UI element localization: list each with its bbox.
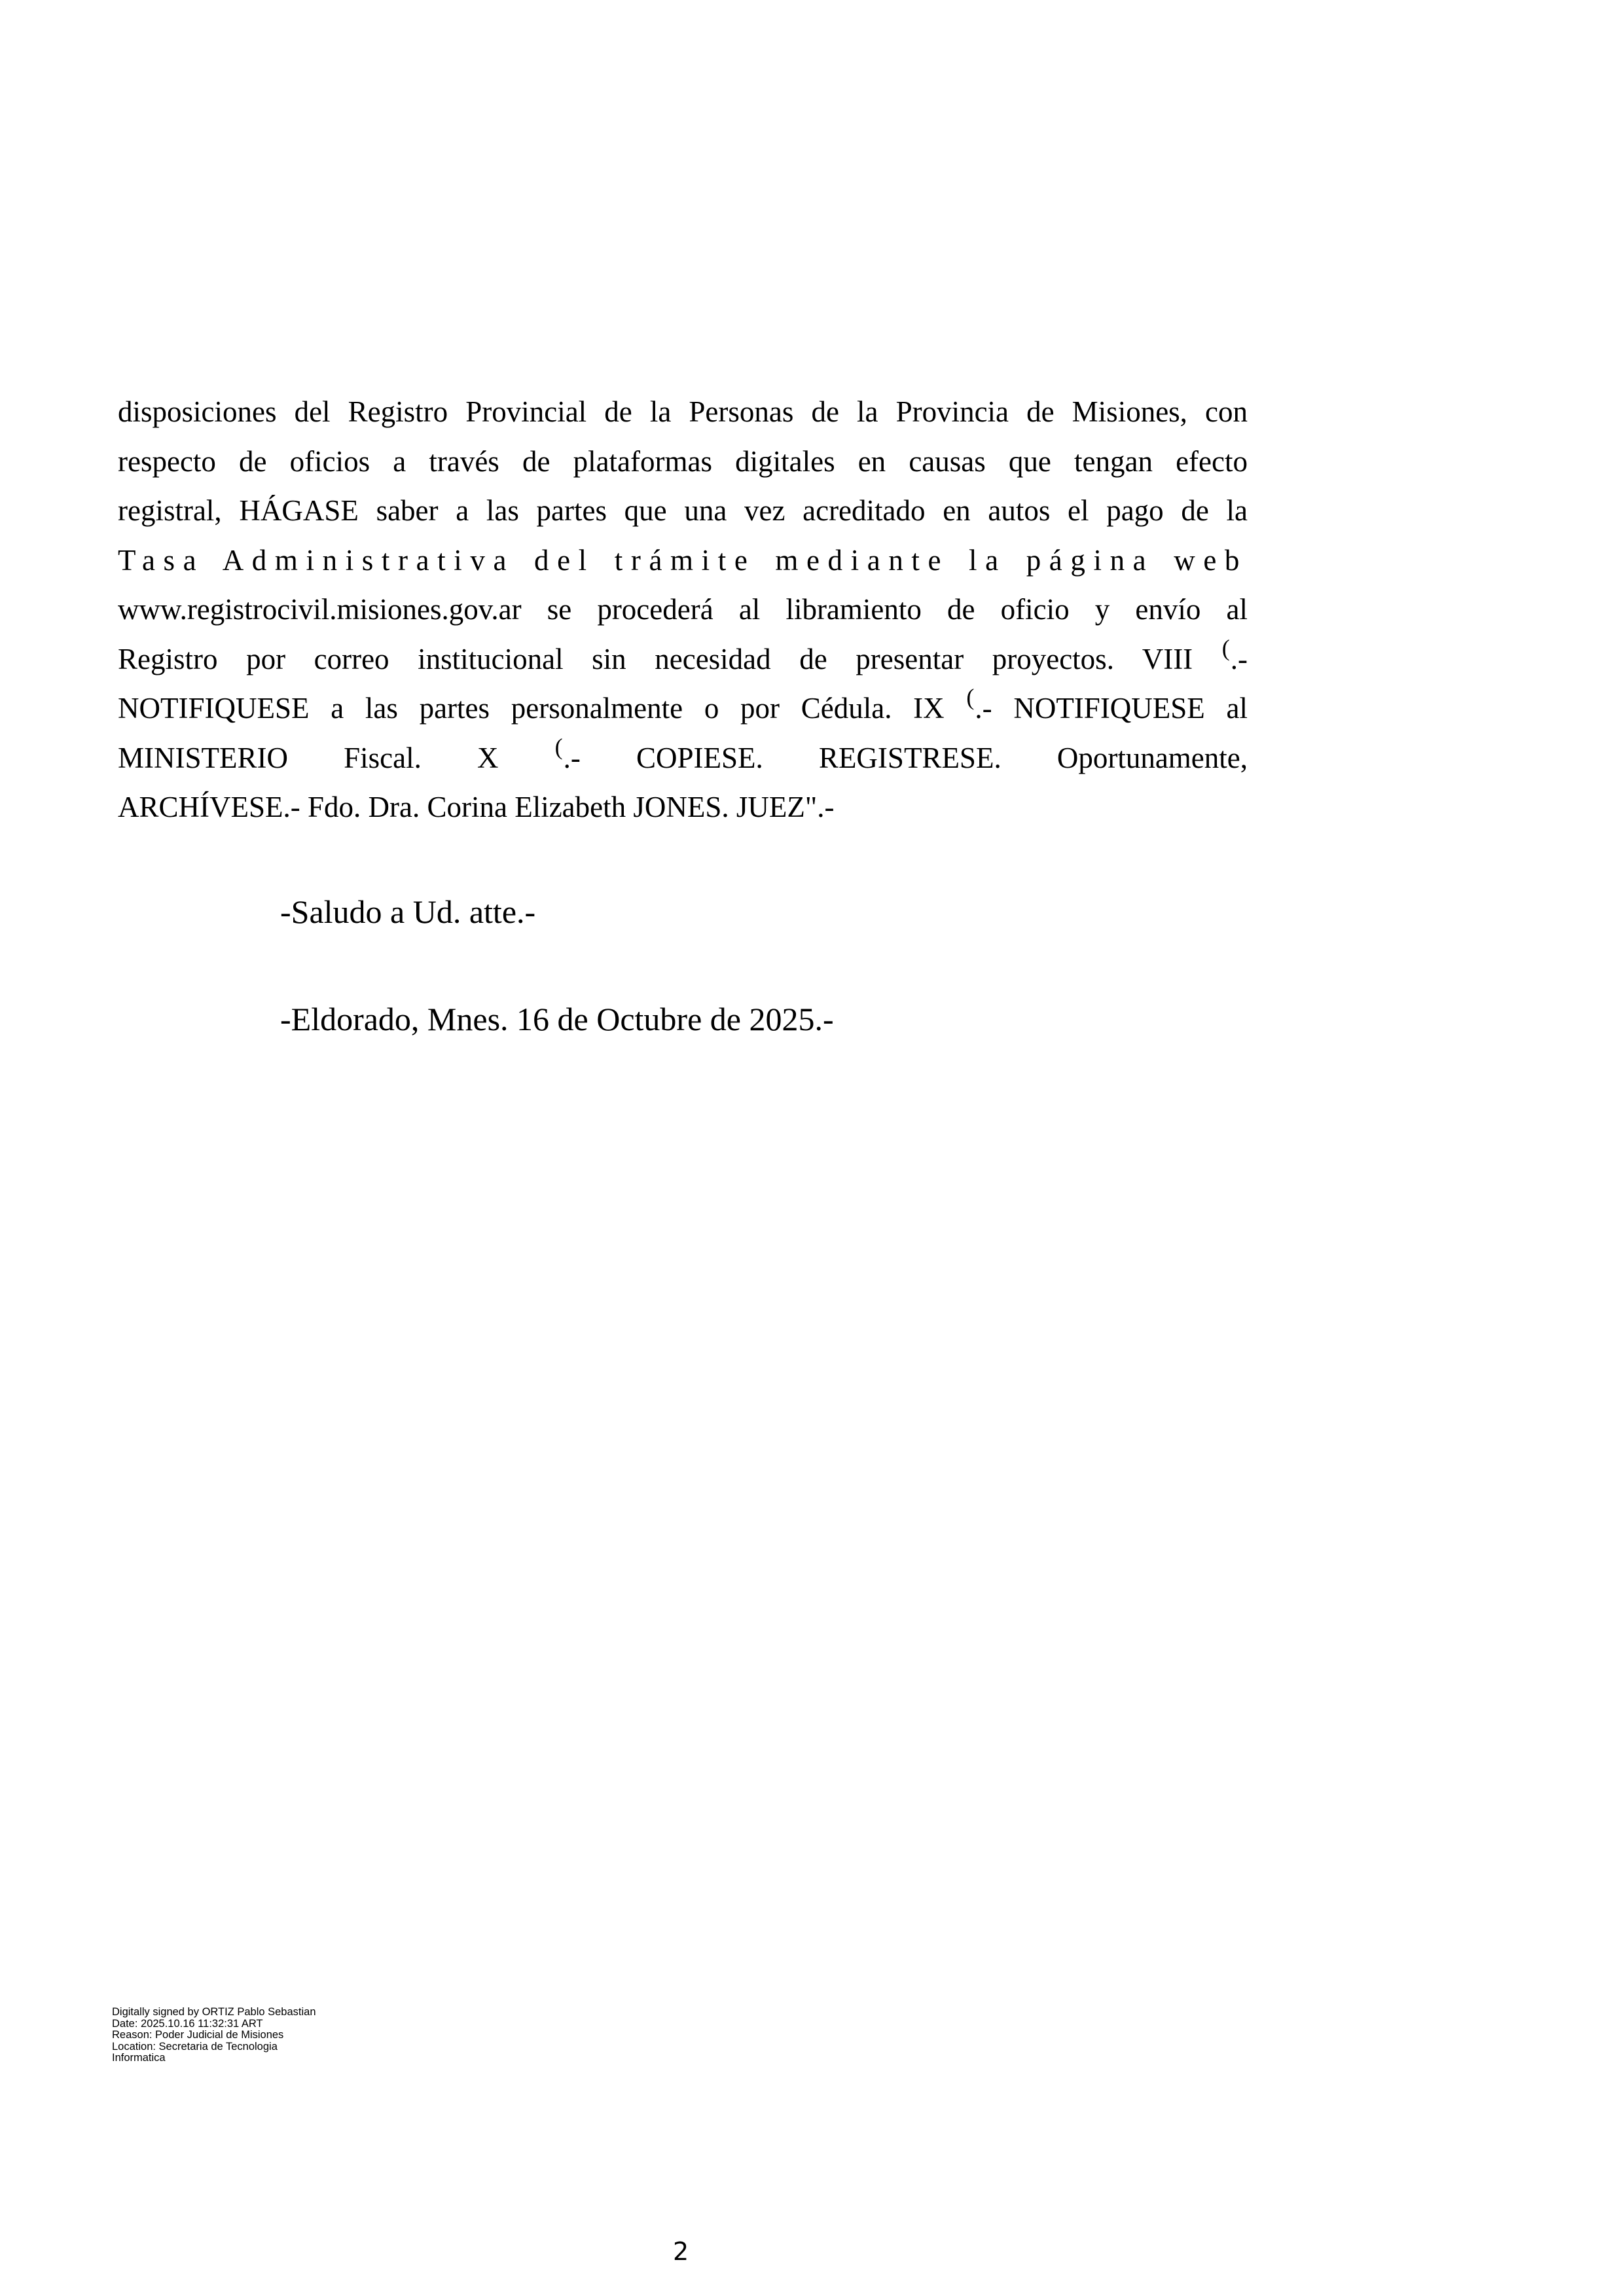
text-segment: Registro por correo institucional sin necesidad de presentar proyectos. VIII (118, 642, 1221, 675)
place-date: -Eldorado, Mnes. 16 de Octubre de 2025.- (280, 1000, 834, 1037)
text-line (118, 734, 1248, 783)
signature-location: Location: Secretaria de Tecnologia (112, 2040, 278, 2053)
text-segment: .- (1230, 642, 1248, 675)
document-flow (118, 387, 1248, 1044)
text-line: www.registrocivil.misiones.gov.ar se procederá al libramiento de oficio y envío al (118, 593, 1248, 626)
text-line (118, 684, 1248, 734)
text-line: disposiciones del Registro Provincial de la Personas de la Provincia de Misiones, con (118, 395, 1248, 428)
text-segment: .- NOTIFIQUESE al (975, 692, 1248, 725)
text-segment: MINISTERIO Fiscal. X (118, 741, 554, 774)
greeting: -Saludo a Ud. atte.- (280, 893, 536, 930)
text-segment: .- COPIESE. REGISTRESE. Oportunamente, (563, 741, 1248, 774)
text-line (118, 635, 1248, 685)
text-line: Tasa Administrativa del trámite mediante la página web (118, 543, 1248, 577)
text-segment: NOTIFIQUESE a las partes personalmente o por Cédula. IX (118, 692, 966, 725)
digital-signature-block (112, 2007, 316, 2064)
signed-by: Digitally signed by ORTIZ Pablo Sebastian (112, 2006, 316, 2018)
parenthesis-mark: ( (1221, 634, 1230, 661)
parenthesis-mark: ( (554, 733, 563, 760)
signature-reason: Reason: Poder Judicial de Misiones (112, 2029, 284, 2041)
body-paragraph (118, 387, 1248, 833)
text-line: registral, HÁGASE saber a las partes que una vez acreditado en autos el pago de la (118, 494, 1248, 527)
signature-date: Date: 2025.10.16 11:32:31 ART (112, 2017, 263, 2030)
parenthesis-mark: ( (966, 684, 975, 711)
text-line: respecto de oficios a través de plataformas digitales en causas que tengan efecto (118, 444, 1248, 478)
text-line: ARCHÍVESE.- Fdo. Dra. Corina Elizabeth JONES. JUEZ".- (118, 791, 835, 823)
signature-location-cont: Informatica (112, 2052, 166, 2064)
page-number: 2 (673, 2237, 689, 2266)
